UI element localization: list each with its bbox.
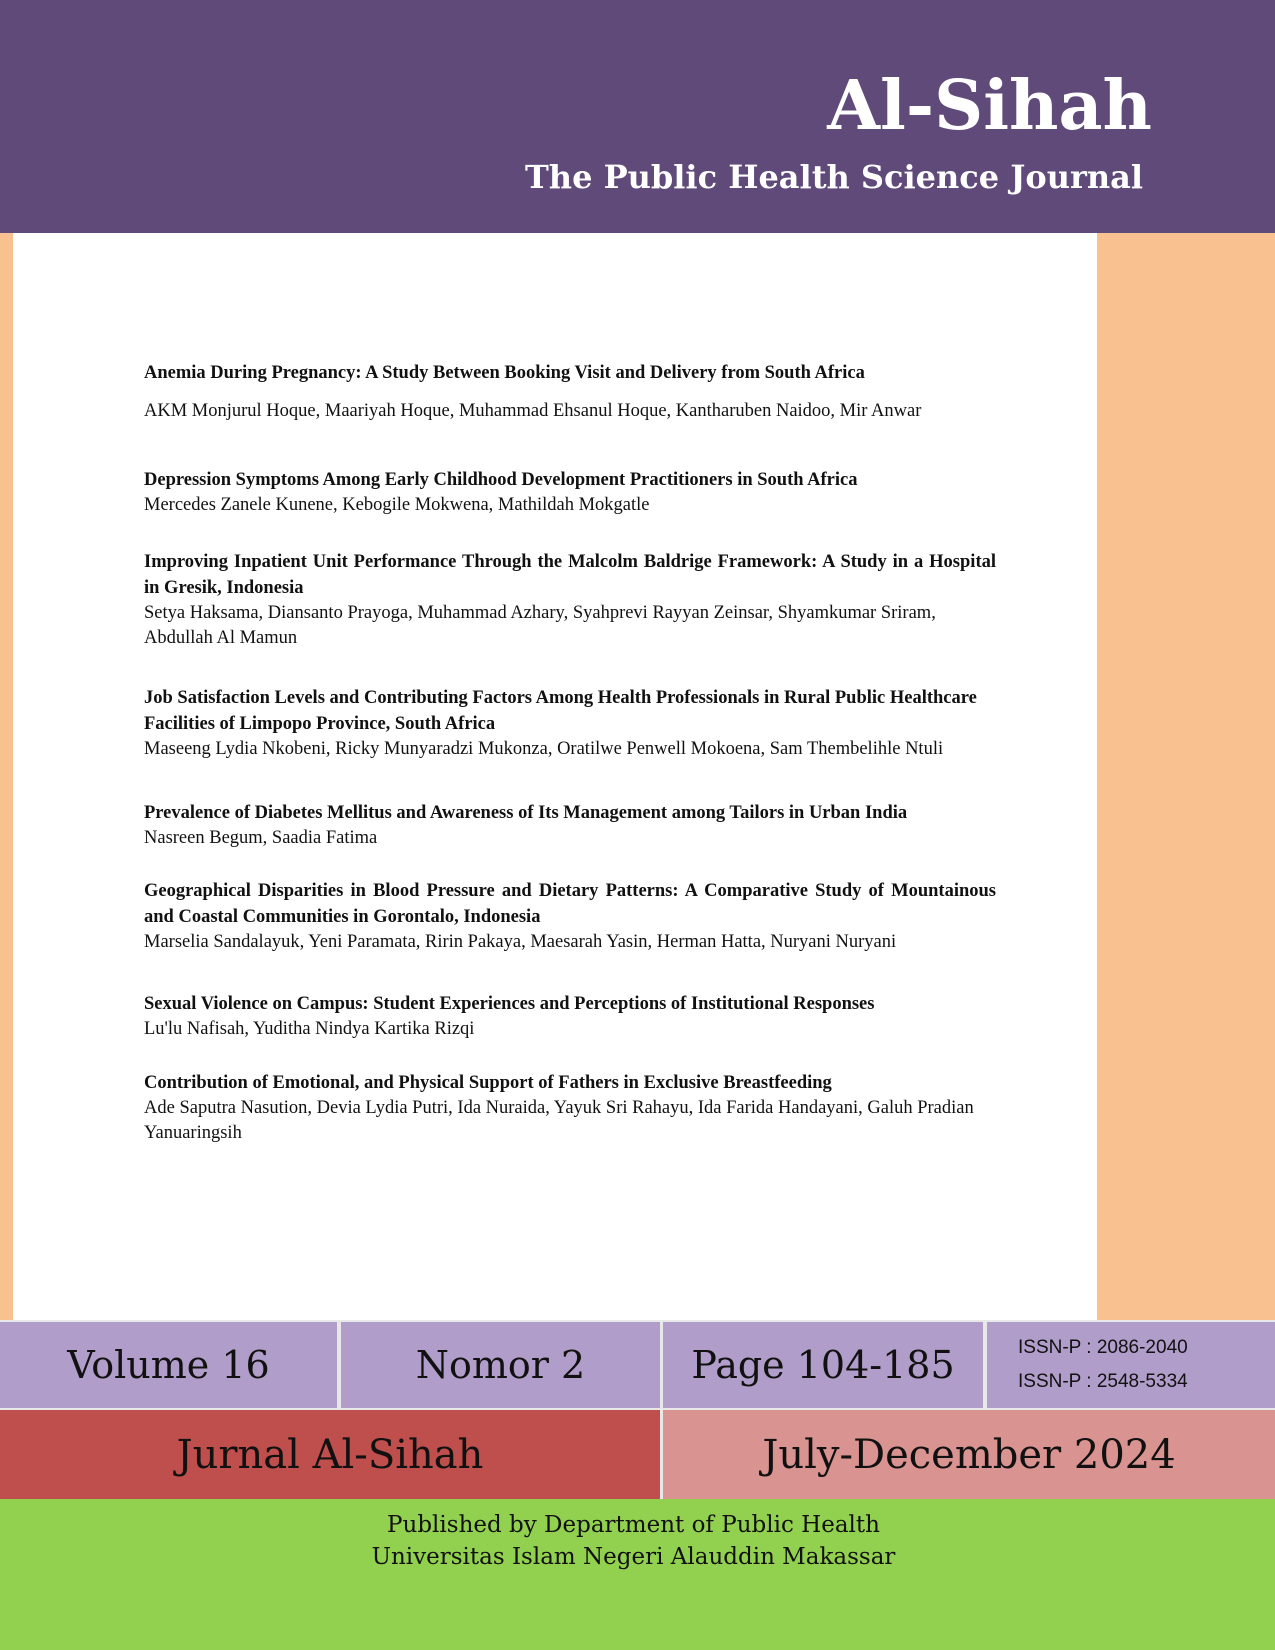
article-entry-1 <box>144 360 996 424</box>
article-title: Job Satisfaction Levels and Contributing Factors Among Health Professionals in Rural Public Healthcare Facilities of Limpopo Province, South Africa <box>144 688 977 734</box>
volume-label: Volume 16 <box>0 1322 337 1408</box>
article-entry-2 <box>144 467 996 518</box>
article-authors: Nasreen Begum, Saadia Fatima <box>144 828 378 848</box>
article-title: Depression Symptoms Among Early Childhood Development Practitioners in South Africa <box>144 470 858 490</box>
publication-period-label: July-December 2024 <box>663 1410 1275 1499</box>
issn-print: ISSN-P : 2086-2040 <box>1018 1337 1188 1358</box>
article-authors: AKM Monjurul Hoque, Maariyah Hoque, Muhammad Ehsanul Hoque, Kantharuben Naidoo, Mir Anwar <box>144 401 922 421</box>
issue-info-bar <box>0 1320 1275 1410</box>
publisher-footer <box>0 1499 1275 1650</box>
left-decorative-stripe <box>0 233 13 1320</box>
publisher-text <box>0 1509 1267 1573</box>
article-entry-8 <box>144 1070 996 1146</box>
article-title: Anemia During Pregnancy: A Study Between Booking Visit and Delivery from South Africa <box>144 363 865 383</box>
article-title: Prevalence of Diabetes Mellitus and Awareness of Its Management among Tailors in Urban India <box>144 803 908 823</box>
journal-subtitle: The Public Health Science Journal <box>524 158 1143 196</box>
journal-period-bar <box>0 1410 1275 1499</box>
publisher-line-2: Universitas Islam Negeri Alauddin Makassar <box>371 1544 896 1570</box>
article-authors: Maseeng Lydia Nkobeni, Ricky Munyaradzi Mukonza, Oratilwe Penwell Mokoena, Sam Thembelihle Ntuli <box>144 739 944 759</box>
article-authors: Setya Haksama, Diansanto Prayoga, Muhammad Azhary, Syahprevi Rayyan Zeinsar, Shyamkumar Sriram, Abdullah Al Mamun <box>144 603 936 648</box>
right-decorative-stripe <box>1097 233 1275 1320</box>
article-entry-5 <box>144 800 996 851</box>
article-title: Geographical Disparities in Blood Pressure and Dietary Patterns: A Comparative Study of Mountainous and Coastal Communities in Gorontalo, Indonesia <box>144 881 996 927</box>
journal-title: Al-Sihah <box>827 66 1152 146</box>
article-entry-4 <box>144 685 996 762</box>
article-title: Contribution of Emotional, and Physical Support of Fathers in Exclusive Breastfeeding <box>144 1073 832 1093</box>
cover-header <box>0 0 1275 233</box>
pages-label: Page 104-185 <box>663 1322 983 1408</box>
article-entry-7 <box>144 991 996 1042</box>
article-entry-6 <box>144 878 996 955</box>
article-authors: Mercedes Zanele Kunene, Kebogile Mokwena, Mathildah Mokgatle <box>144 495 650 515</box>
publisher-line-1: Published by Department of Public Health <box>387 1512 880 1538</box>
article-authors: Marselia Sandalayuk, Yeni Paramata, Ririn Pakaya, Maesarah Yasin, Herman Hatta, Nuryani Nuryani <box>144 932 897 952</box>
article-title: Improving Inpatient Unit Performance Through the Malcolm Baldrige Framework: A Study in a Hospital in Gresik, Indonesia <box>144 552 996 598</box>
number-label: Nomor 2 <box>341 1322 660 1408</box>
journal-name-label: Jurnal Al-Sihah <box>0 1410 660 1499</box>
issn-online: ISSN-P : 2548-5334 <box>1018 1371 1188 1392</box>
article-title: Sexual Violence on Campus: Student Experiences and Perceptions of Institutional Responses <box>144 994 875 1014</box>
article-entry-3 <box>144 549 996 651</box>
article-authors: Ade Saputra Nasution, Devia Lydia Putri, Ida Nuraida, Yayuk Sri Rahayu, Ida Farida Handayani, Galuh Pradian Yanuaringsih <box>144 1098 974 1143</box>
article-authors: Lu'lu Nafisah, Yuditha Nindya Kartika Rizqi <box>144 1019 475 1039</box>
issn-block <box>987 1322 1275 1408</box>
